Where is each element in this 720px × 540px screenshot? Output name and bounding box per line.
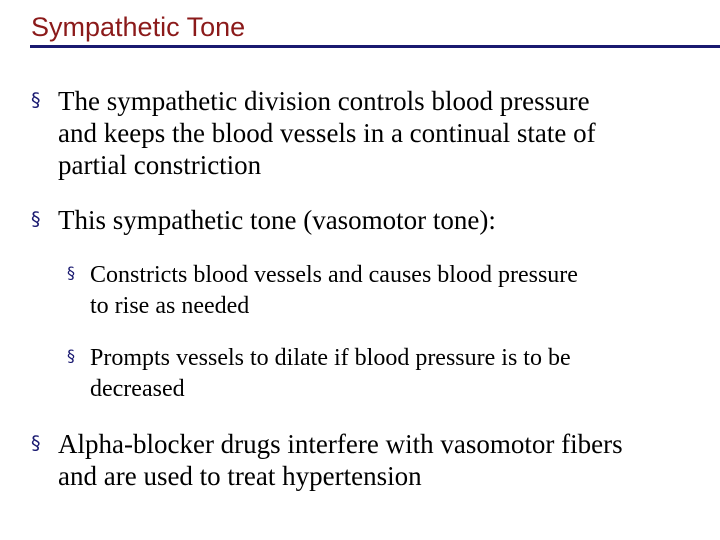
bullet-line: decreased [90,376,185,402]
slide-title: Sympathetic Tone [31,12,246,42]
bullet-line: partial constriction [58,150,262,180]
bullet-marker-icon: § [67,263,75,282]
bullet-marker-icon: § [67,346,75,365]
bullet-marker-icon: § [31,89,41,111]
bullet-marker-icon: § [31,432,41,454]
bullet-line: and are used to treat hypertension [58,461,422,491]
bullet-line: to rise as needed [90,293,250,319]
bullet-line: This sympathetic tone (vasomotor tone): [58,205,496,235]
bullet-marker-icon: § [31,208,41,230]
bullet-line: Alpha-blocker drugs interfere with vasomotor fibers [58,429,623,459]
bullet-line: The sympathetic division controls blood pressure [58,86,590,116]
bullet-line: Prompts vessels to dilate if blood pressure is to be [90,345,571,371]
bullet-line: and keeps the blood vessels in a continual state of [58,118,596,148]
title-underline [30,45,720,48]
bullet-line: Constricts blood vessels and causes blood pressure [90,262,578,288]
